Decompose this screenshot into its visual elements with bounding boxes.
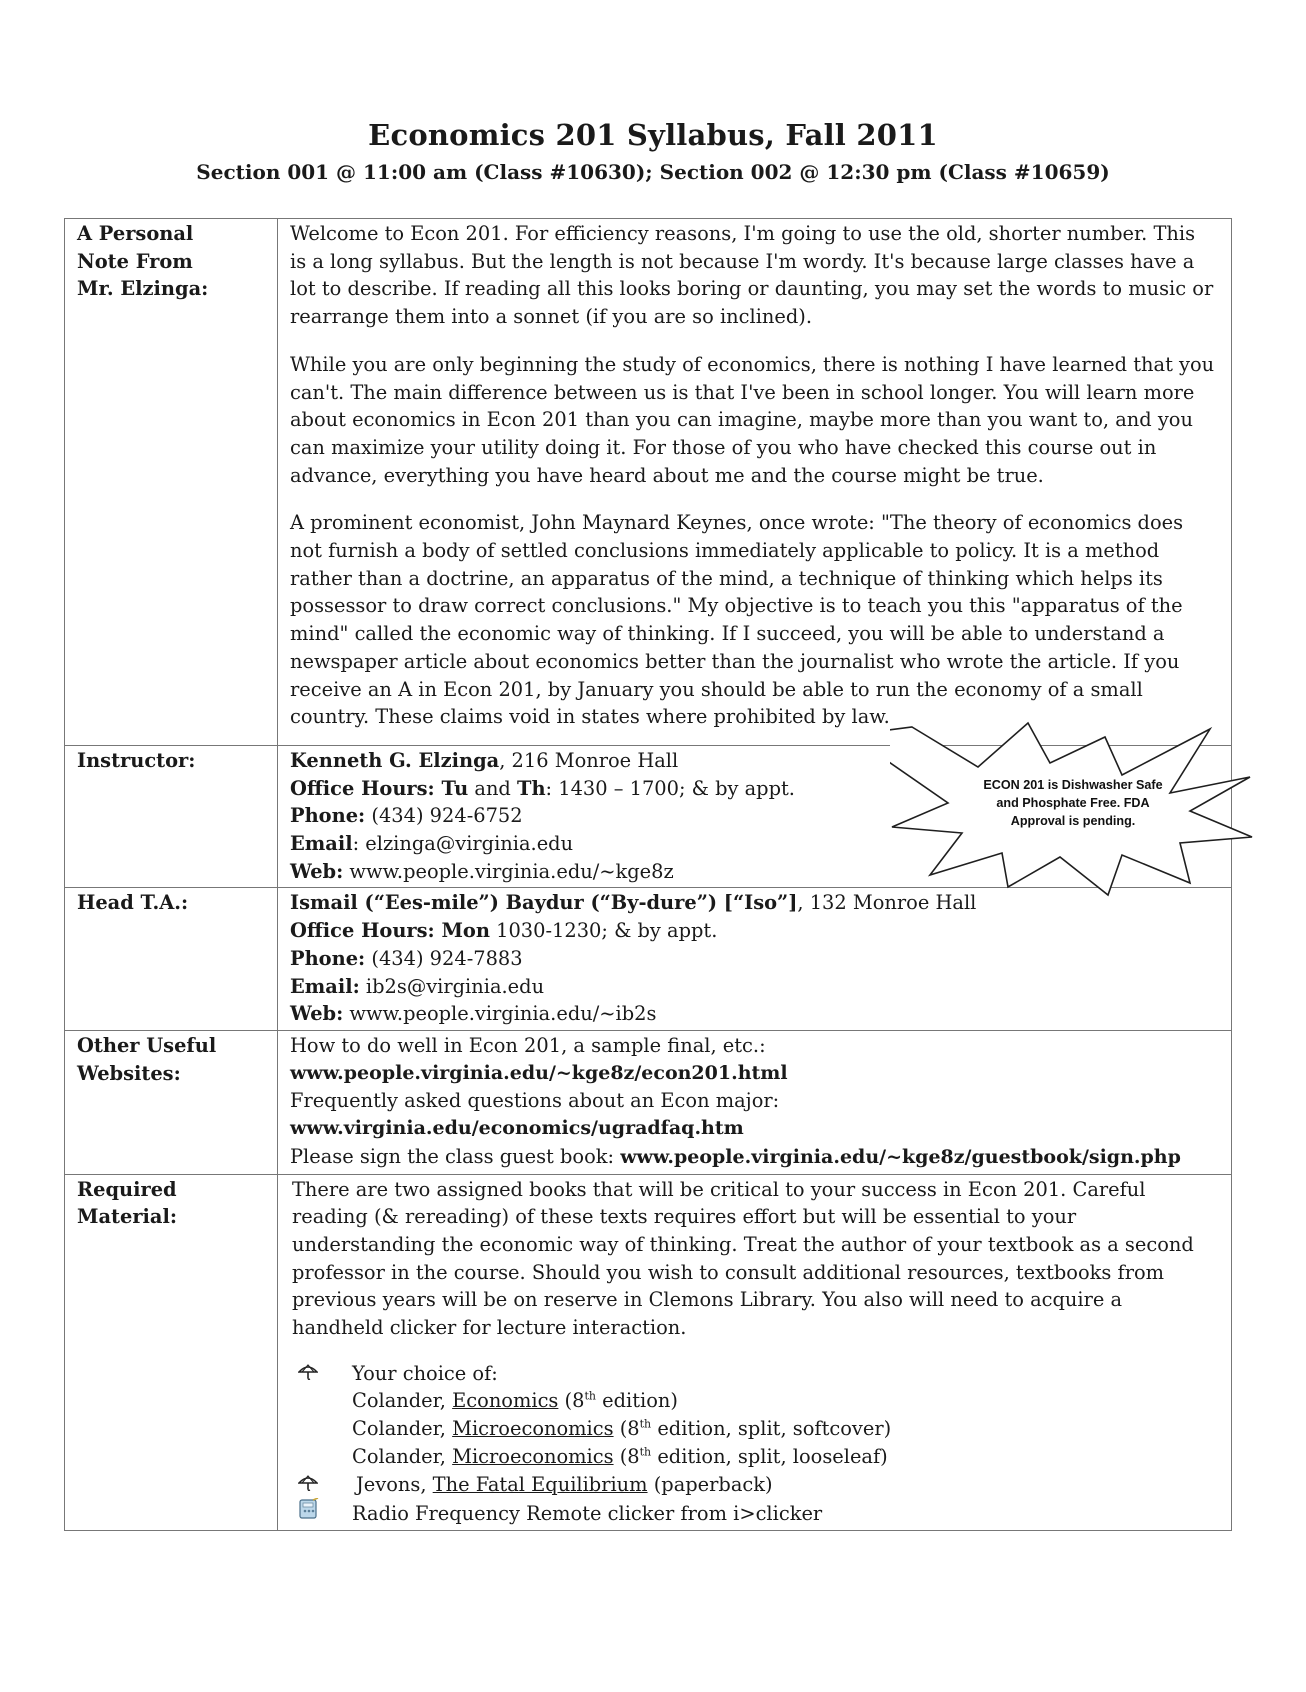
umbrella-icon [292,1471,352,1499]
row-label: Instructor: [65,745,278,888]
book-title: Microeconomics [452,1417,614,1441]
head-ta-web-link[interactable]: www.people.virginia.edu/~ib2s [343,1002,657,1026]
list-item: Colander, Microeconomics (8th edition, split, softcover) [352,1417,892,1441]
list-item: Your choice of: [292,1360,1223,1388]
required-material-body [278,1174,1232,1530]
clicker-device-icon [292,1498,352,1528]
page-subtitle: Section 001 @ 11:00 am (Class #10630); Section 002 @ 12:30 pm (Class #10659) [196,160,1110,184]
table-row-websites [65,1030,1232,1174]
head-ta-email[interactable]: ib2s@virginia.edu [359,974,545,998]
starburst-text: ECON 201 is Dishwasher Safe and Phosphate Free. FDA Approval is pending. [983,778,1163,828]
row-label: Head T.A.: [65,888,278,1031]
book-list [292,1360,1223,1528]
head-ta-body: Ismail (“Ees-mile”) Baydur (“By-dure”) [“Iso”], 132 Monroe Hall Office Hours: Mon 1030-1230; & by appt. Phone: (434) 924-7883 Email: ib2s@virginia.edu Web: www.people.virginia.edu/~ib2s [278,888,1232,1031]
row-label: Other Useful Websites: [65,1030,278,1174]
table-row-head-ta [65,888,1232,1031]
list-item: Colander, Economics (8th edition) [352,1389,678,1413]
book-title: Microeconomics [452,1444,614,1468]
head-ta-name: Ismail (“Ees-mile”) Baydur (“By-dure”) [“Iso”] [290,891,798,915]
paragraph: While you are only beginning the study of economics, there is nothing I have learned that you can't. The main difference between us is that I've been in school longer. You will learn more about economics in Econ 201 than you can imagine, maybe more than you want to, and you can maximize your utility doing it. For those of you who have checked this course out in advance, everything you have heard about me and the course might be true. [290,352,1215,487]
book-title: Economics [452,1389,559,1413]
page-title: Economics 201 Syllabus, Fall 2011 [368,118,938,152]
book-title: The Fatal Equilibrium [432,1472,648,1496]
list-item: Colander, Microeconomics (8th edition, split, looseleaf) [352,1444,888,1468]
table-row-personal-note [65,219,1232,746]
row-label: A Personal Note From Mr. Elzinga: [65,219,278,746]
instructor-name: Kenneth G. Elzinga [290,748,500,772]
paragraph: A prominent economist, John Maynard Keynes, once wrote: "The theory of economics does not furnish a body of settled conclusions immediately applicable to policy. It is a method rather than a doctrine, an apparatus of the mind, a technique of thinking which helps its possessor to draw correct conclusions." My objective is to teach you this "apparatus of the mind" called the economic way of thinking. If I succeed, you will be able to understand a newspaper article about economics better than the journalist who wrote the article. If you receive an A in Econ 201, by January you should be able to run the economy of a small country. These claims void in states where prohibited by law. [290,511,1184,729]
personal-note-body [278,219,1232,746]
instructor-email[interactable]: : elzinga@virginia.edu [352,832,574,856]
umbrella-icon [292,1360,352,1388]
instructor-body: Kenneth G. Elzinga, 216 Monroe Hall Office Hours: Tu and Th: 1430 – 1700; & by appt. Phone: (434) 924-6752 Email: elzinga@virginia.edu Web: www.people.virginia.edu/~kge8z [278,745,1232,888]
required-intro: There are two assigned books that will be critical to your success in Econ 201. Careful reading (& rereading) of these texts requires effort but will be essential to your understanding the economic way of thinking. Treat the author of your textbook as a second professor in the course. Should you wish to consult additional resources, textbooks from previous years will be on reserve in Clemons Library. You also will need to acquire a handheld clicker for lecture interaction. [292,1177,1194,1340]
head-ta-phone: (434) 924-7883 [365,946,523,970]
instructor-phone: (434) 924-6752 [365,804,523,828]
econ201-link[interactable]: www.people.virginia.edu/~kge8z/econ201.html [290,1061,788,1084]
guestbook-link[interactable]: www.people.virginia.edu/~kge8z/guestbook/sign.php [620,1145,1181,1168]
table-row-required-material [65,1174,1232,1530]
list-item: Jevons, The Fatal Equilibrium (paperback) [292,1471,1223,1499]
faq-link[interactable]: www.virginia.edu/economics/ugradfaq.htm [290,1117,744,1140]
list-item: Radio Frequency Remote clicker from i>clicker [292,1498,1223,1528]
row-label: Required Material: [65,1174,278,1530]
websites-body: How to do well in Econ 201, a sample final, etc.: www.people.virginia.edu/~kge8z/econ201.html Frequently asked questions about an Econ major: www.virginia.edu/economics/ugradfaq.htm Please sign the class guest book: www.people.virginia.edu/~kge8z/guestbook/sign.php [278,1030,1232,1174]
instructor-web-link[interactable]: www.people.virginia.edu/~kge8z [343,859,674,883]
paragraph: Welcome to Econ 201. For efficiency reasons, I'm going to use the old, shorter number. This is a long syllabus. But the length is not because I'm wordy. It's because large classes have a lot to describe. If reading all this looks boring or daunting, you may set the words to music or rearrange them into a sonnet (if you are so inclined). [290,222,1214,329]
